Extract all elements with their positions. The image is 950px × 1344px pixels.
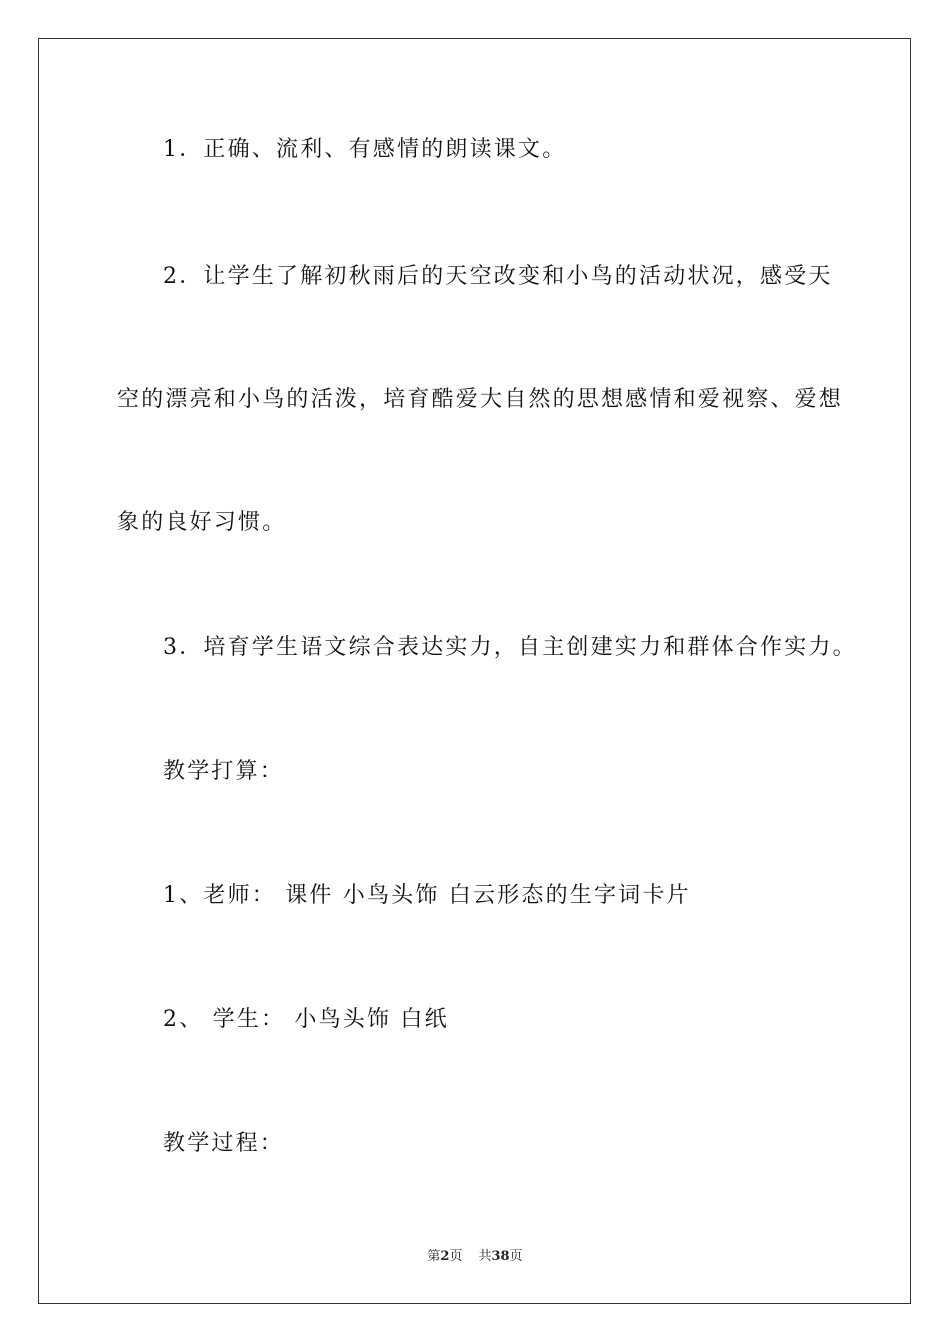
objective-2-line-2: 空的漂亮和小鸟的活泼，培育酷爱大自然的思想感情和爱视察、爱想 <box>117 387 844 412</box>
section-heading-preparation: 教学打算： <box>163 759 285 784</box>
page-footer <box>0 1248 950 1266</box>
section-heading-process: 教学过程： <box>163 1131 285 1156</box>
preparation-teacher: 1、老师： 课件 小鸟头饰 白云形态的生字词卡片 <box>163 883 691 908</box>
page-number: 2 <box>440 1249 450 1264</box>
page-prefix: 第 <box>427 1249 441 1264</box>
preparation-student: 2、 学生： 小鸟头饰 白纸 <box>163 1007 449 1032</box>
page-border <box>38 38 911 1304</box>
total-pages: 38 <box>491 1249 510 1264</box>
total-suffix: 页 <box>509 1249 523 1264</box>
objective-3: 3．培育学生语文综合表达实力，自主创建实力和群体合作实力。 <box>163 635 857 660</box>
objective-2-line-3: 象的良好习惯。 <box>117 510 287 535</box>
page-suffix: 页 <box>449 1249 463 1264</box>
total-prefix: 共 <box>478 1249 492 1264</box>
objective-2-line-1: 2．让学生了解初秋雨后的天空改变和小鸟的活动状况，感受天 <box>163 264 833 289</box>
objective-1: 1．正确、流利、有感情的朗读课文。 <box>163 137 567 162</box>
